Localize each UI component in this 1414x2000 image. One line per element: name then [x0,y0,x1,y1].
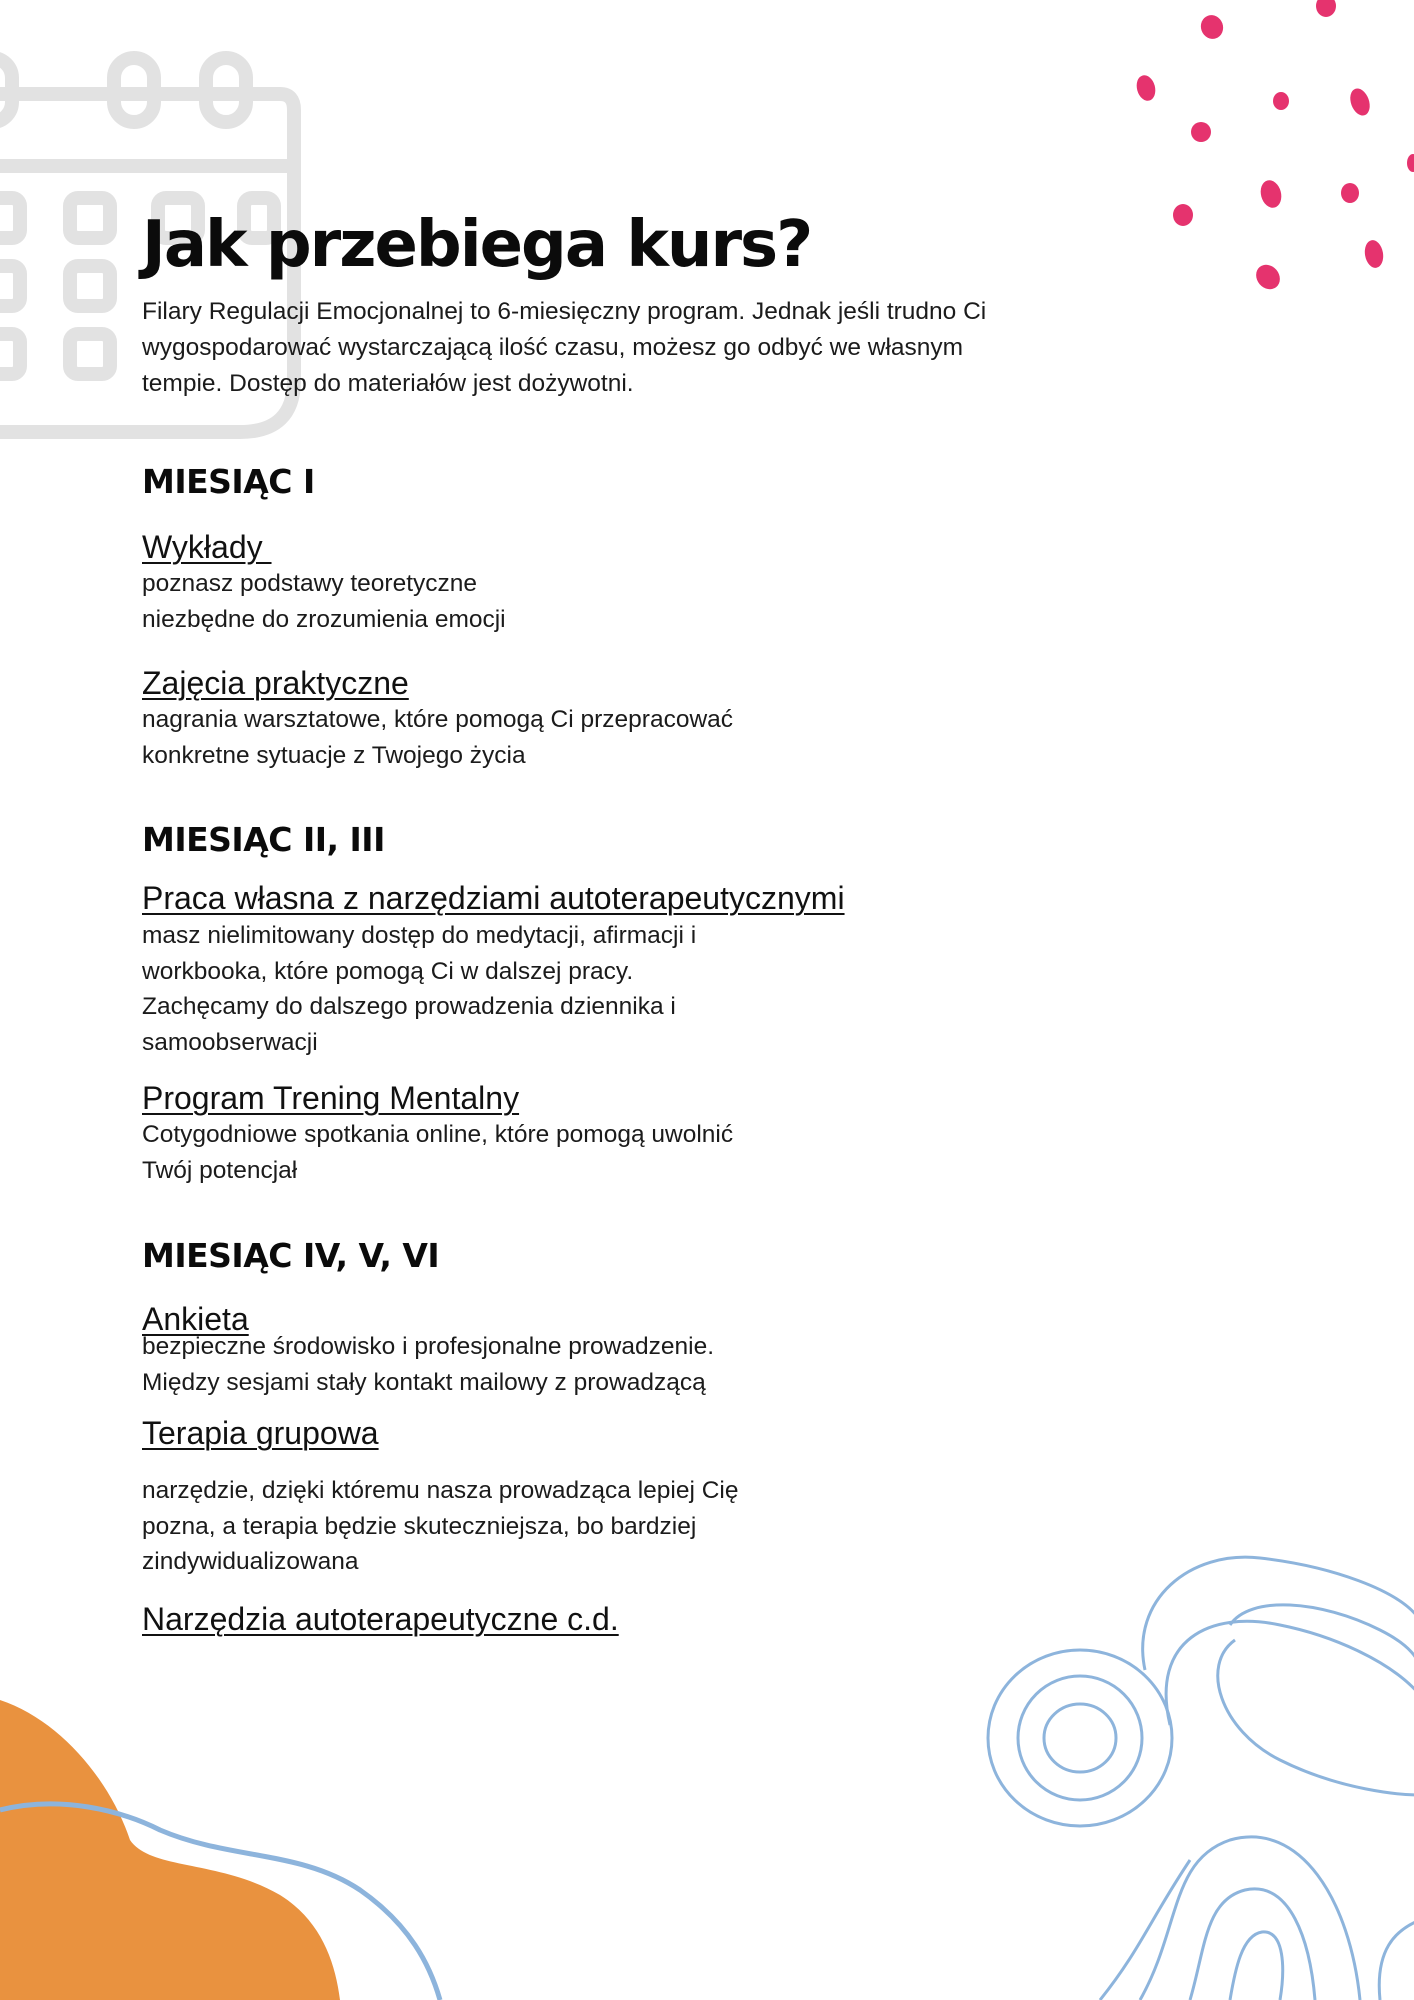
month-heading-4-6: MIESIĄC IV, V, VI [142,1236,440,1275]
item-title-self-work: Praca własna z narzędziami autoterapeutycznymi [142,880,845,916]
intro-line: wygospodarować wystarczającą ilość czasu, możesz go odbyć we własnym [142,334,964,361]
item-description [142,702,902,773]
description-line: workbooka, które pomogą Ci w dalszej pracy. [142,957,634,985]
item-title-mental-training: Program Trening Mentalny [142,1080,520,1116]
orange-blob [0,1700,470,2000]
item-title-self-therapy-tools: Narzędzia autoterapeutyczne c.d. [142,1601,619,1637]
description-line: nagrania warsztatowe, które pomogą Ci przepracować [142,706,734,733]
description-line: konkretne sytuacje z Twojego życia [142,741,526,769]
page-title: Jak przebiega kurs? [142,208,812,282]
month-heading-2-3: MIESIĄC II, III [142,820,385,859]
intro-paragraph [142,294,1042,402]
item-title-practical-classes: Zajęcia praktyczne [142,665,409,701]
description-line: narzędzie, dzięki któremu nasza prowadząca lepiej Cię [142,1477,739,1504]
description-line: Między sesjami stały kontakt mailowy z prowadzącą [142,1368,706,1396]
description-line: bezpieczne środowisko i profesjonalne prowadzenie. [142,1333,715,1360]
description-line: zindywidualizowana [142,1548,359,1575]
item-description [142,566,902,637]
description-line: Twój potencjał [142,1156,298,1184]
intro-line: Filary Regulacji Emocjonalnej to 6-miesięczny program. Jednak jeśli trudno Ci [142,298,987,325]
item-title-lectures: Wykłady [142,529,272,565]
item-title-survey: Ankieta [142,1301,249,1337]
pink-dots [1120,0,1414,300]
item-description [142,1473,902,1580]
description-line: Zachęcamy do dalszego prowadzenia dziennika i [142,993,676,1020]
description-line: pozna, a terapia będzie skuteczniejsza, bo bardziej [142,1512,697,1540]
description-line: masz nielimitowany dostęp do medytacji, afirmacji i [142,922,697,949]
intro-line: tempie. Dostęp do materiałów jest dożywotni. [142,370,634,397]
item-description [142,1329,902,1400]
description-line: poznasz podstawy teoretyczne [142,570,478,597]
item-description [142,1117,902,1188]
description-line: samoobserwacji [142,1028,318,1056]
item-title-group-therapy: Terapia grupowa [142,1415,379,1451]
contour-waves [980,1530,1414,2000]
month-heading-1: MIESIĄC I [142,462,315,501]
description-line: Cotygodniowe spotkania online, które pomogą uwolnić [142,1121,734,1148]
description-line: niezbędne do zrozumienia emocji [142,605,506,633]
item-description [142,918,902,1060]
